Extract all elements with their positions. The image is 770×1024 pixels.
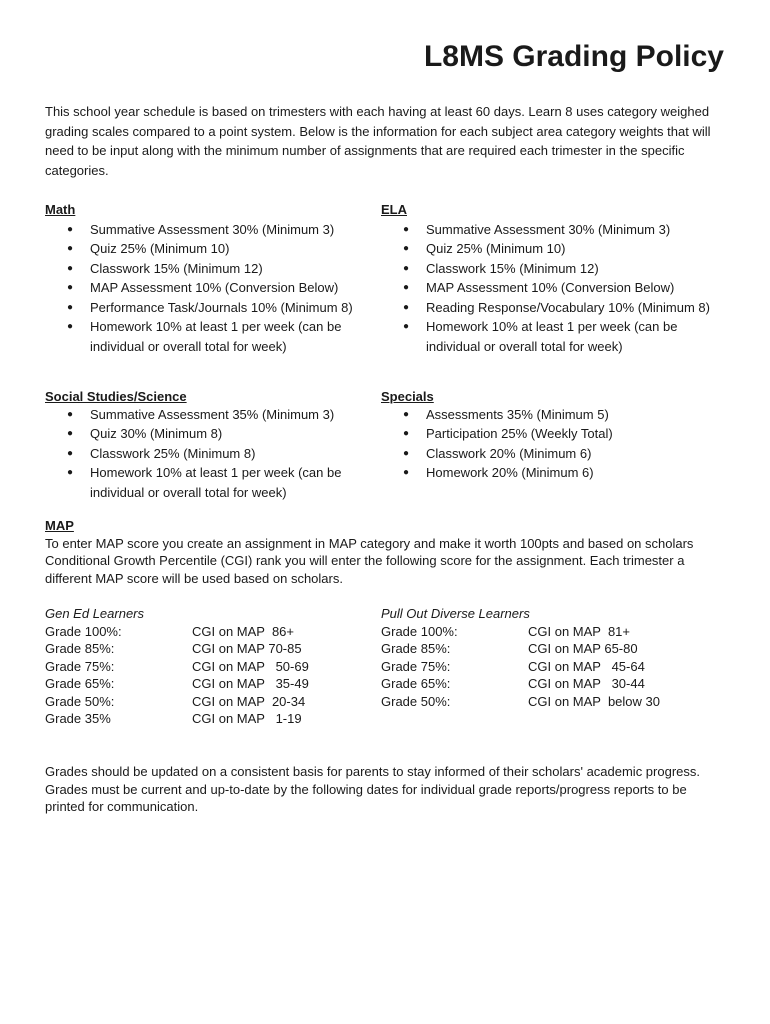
- social-studies-science-heading: Social Studies/Science: [45, 389, 187, 404]
- list-item: ● Quiz 30% (Minimum 8): [45, 424, 363, 444]
- ela-heading: ELA: [381, 202, 407, 217]
- ela-list: [381, 220, 711, 357]
- grade-label: Grade 75%:: [381, 658, 451, 674]
- math-section: [45, 200, 363, 356]
- list-item: ● Quiz 25% (Minimum 10): [381, 239, 711, 259]
- list-item: ● Assessments 35% (Minimum 5): [381, 405, 711, 425]
- map-description: To enter MAP score you create an assignment in MAP category and make it worth 100pts and based on scholars Conditional Growth Percentile (CGI) rank you will enter the following score for the assignment. Each trimester a different MAP score will be used based on scholars.: [45, 535, 694, 586]
- table-row: [45, 710, 365, 728]
- math-list: [45, 220, 363, 357]
- list-item: ● Summative Assessment 30% (Minimum 3): [381, 220, 711, 240]
- table-row: [45, 675, 365, 693]
- list-item: ● Classwork 25% (Minimum 8): [45, 444, 363, 464]
- list-item: ● Homework 10% at least 1 per week (can be individual or overall total for week): [45, 317, 363, 356]
- list-item: ● Performance Task/Journals 10% (Minimum 8): [45, 298, 363, 318]
- list-item: ● Quiz 25% (Minimum 10): [45, 239, 363, 259]
- social-studies-science-section: [45, 387, 363, 502]
- table-row: [381, 693, 711, 711]
- specials-section: [381, 387, 711, 483]
- table-row: [45, 658, 365, 676]
- cgi-range: CGI on MAP 86+: [192, 623, 295, 639]
- table-row: [381, 623, 711, 641]
- grade-label: Grade 75%:: [45, 658, 115, 674]
- grade-label: Grade 65%:: [381, 676, 451, 691]
- grade-label: Grade 100%:: [45, 623, 122, 639]
- grade-label: Grade 65%:: [45, 676, 115, 691]
- gen-ed-title: Gen Ed Learners: [45, 606, 145, 621]
- page-title: L8MS Grading Policy: [423, 40, 724, 73]
- cgi-range: CGI on MAP 45-64: [528, 658, 645, 674]
- specials-list: [381, 405, 711, 483]
- list-item: ● Summative Assessment 35% (Minimum 3): [45, 405, 363, 425]
- cgi-range: CGI on MAP below 30: [528, 693, 660, 709]
- pull-out-title: Pull Out Diverse Learners: [381, 606, 530, 621]
- list-item: ● Classwork 15% (Minimum 12): [381, 259, 711, 279]
- ela-section: [381, 200, 711, 356]
- cgi-range: CGI on MAP 81+: [528, 623, 631, 639]
- table-row: [45, 693, 365, 711]
- list-item: ● Reading Response/Vocabulary 10% (Minimum 8): [381, 298, 711, 318]
- cgi-range: CGI on MAP 50-69: [192, 658, 309, 674]
- intro-paragraph: This school year schedule is based on trimesters with each having at least 60 days. Learn 8 uses category weighed grading scales compared to a point system. Below is the information for each subject area category weights that will need to be input along with the minimum number of assignments that are required each trimester in the specific categories.: [45, 104, 711, 178]
- cgi-range: CGI on MAP 30-44: [528, 676, 645, 691]
- social-studies-science-list: [45, 405, 363, 503]
- table-row: [381, 675, 711, 693]
- table-row: [45, 640, 365, 658]
- footer-paragraph: Grades should be updated on a consistent basis for parents to stay informed of their scholars' academic progress. Grades must be current and up-to-date by the following dates for individual grade reports/progress reports to be printed for communication.: [45, 764, 701, 814]
- cgi-range: CGI on MAP 20-34: [192, 693, 306, 709]
- list-item: ● Classwork 15% (Minimum 12): [45, 259, 363, 279]
- list-item: ● Homework 10% at least 1 per week (can be individual or overall total for week): [381, 317, 711, 356]
- grade-label: Grade 85%:: [381, 641, 451, 656]
- list-item: ● Homework 20% (Minimum 6): [381, 463, 711, 483]
- list-item: ● MAP Assessment 10% (Conversion Below): [45, 278, 363, 298]
- table-row: [45, 623, 365, 641]
- list-item: ● Classwork 20% (Minimum 6): [381, 444, 711, 464]
- grade-label: Grade 50%:: [381, 693, 451, 709]
- specials-heading: Specials: [381, 389, 434, 404]
- grade-label: Grade 85%:: [45, 641, 115, 656]
- cgi-range: CGI on MAP 1-19: [192, 711, 302, 726]
- cgi-range: CGI on MAP 35-49: [192, 676, 309, 691]
- table-row: [381, 658, 711, 676]
- math-heading: Math: [45, 202, 76, 217]
- table-row: [381, 640, 711, 658]
- list-item: ● Summative Assessment 30% (Minimum 3): [45, 220, 363, 240]
- cgi-range: CGI on MAP 65-80: [528, 641, 638, 656]
- pull-out-table: [381, 605, 711, 710]
- grade-label: Grade 35%: [45, 711, 111, 726]
- grade-label: Grade 100%:: [381, 623, 458, 639]
- map-section: [45, 517, 725, 587]
- gen-ed-table: [45, 605, 365, 728]
- list-item: ● Homework 10% at least 1 per week (can be individual or overall total for week): [45, 463, 363, 502]
- list-item: ● Participation 25% (Weekly Total): [381, 424, 711, 444]
- map-heading: MAP: [45, 518, 74, 533]
- grade-label: Grade 50%:: [45, 693, 115, 709]
- cgi-range: CGI on MAP 70-85: [192, 641, 302, 656]
- list-item: ● MAP Assessment 10% (Conversion Below): [381, 278, 711, 298]
